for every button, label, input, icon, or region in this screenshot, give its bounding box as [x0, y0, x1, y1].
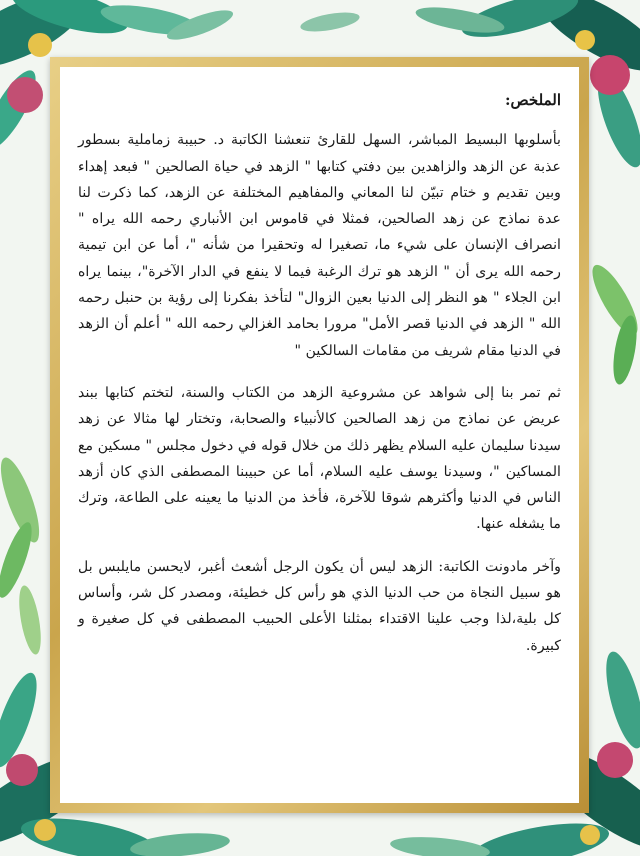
- summary-text: [78, 87, 561, 675]
- paragraph-evidence: ثم تمر بنا إلى شواهد عن مشروعية الزهد من الكتاب والسنة، لتختم كتابها ببند عريض عن نماذج من زهد الصالحين كالأنبياء والصحابة، وتختار لها مثالا عن زهد سيدنا سليمان عليه السلام يظهر ذلك من خلال قوله في دخول مجلس " مسكين مع المساكين "، وسيدنا يوسف عليه السلام، أما عن حبيبنا المصطفى الذي كان أزهد الناس في الدنيا وأكثرهم شوقا للآخرة، فأخذ من الدنيا ما يعينه على الطاعة، وترك ما يشغله عنها.: [78, 384, 561, 533]
- gold-frame: [50, 57, 589, 813]
- content-card: [60, 67, 579, 803]
- summary-heading: الملخص:: [505, 91, 561, 109]
- paragraph-conclusion: وآخر مادونت الكاتبة: الزهد ليس أن يكون الرجل أشعث أغبر، لايحسن مايلبس بل هو سبيل النجاة من حب الدنيا الذي هو رأس كل خطيئة، ومصدر كل شر، وأساس كل بلية،لذا وجب علينا الاقتداء بمثلنا الأعلى الحبيب المصطفى في كل صغيرة و كبيرة.: [78, 558, 561, 654]
- paragraph-intro: بأسلوبها البسيط المباشر، السهل للقارئ تنعشنا الكاتبة د. حبيبة زماملية بسطور عذبة عن الزهد والزاهدين بين دفتي كتابها " الزهد في حياة الصالحين " فبعد إهداء وبين تقديم و ختام تبيّن لنا المعاني والمفاهيم المختلفة عن الزهد، كما ذكرت لنا عدة نماذج عن زهد الصالحين، فمثلا في قاموس ابن الأنباري رحمه الله يراه " انصراف الإنسان على شيء ما، تصغيرا له وتحقيرا من شأنه "، أما عن ابن تيمية رحمه الله يرى أن " الزهد هو ترك الرغبة فيما لا ينفع في الدار الآخرة"، بينما يراه ابن الجلاء " هو النظر إلى الدنيا بعين الزوال" لتأخذ بفكرنا إلى رؤية بن حنبل رحمه الله " الزهد في الدنيا قصر الأمل" مرورا بحامد الغزالي رحمه الله " أعلم أن الزهد في الدنيا مقام شريف من مقامات السالكين ": [78, 132, 561, 359]
